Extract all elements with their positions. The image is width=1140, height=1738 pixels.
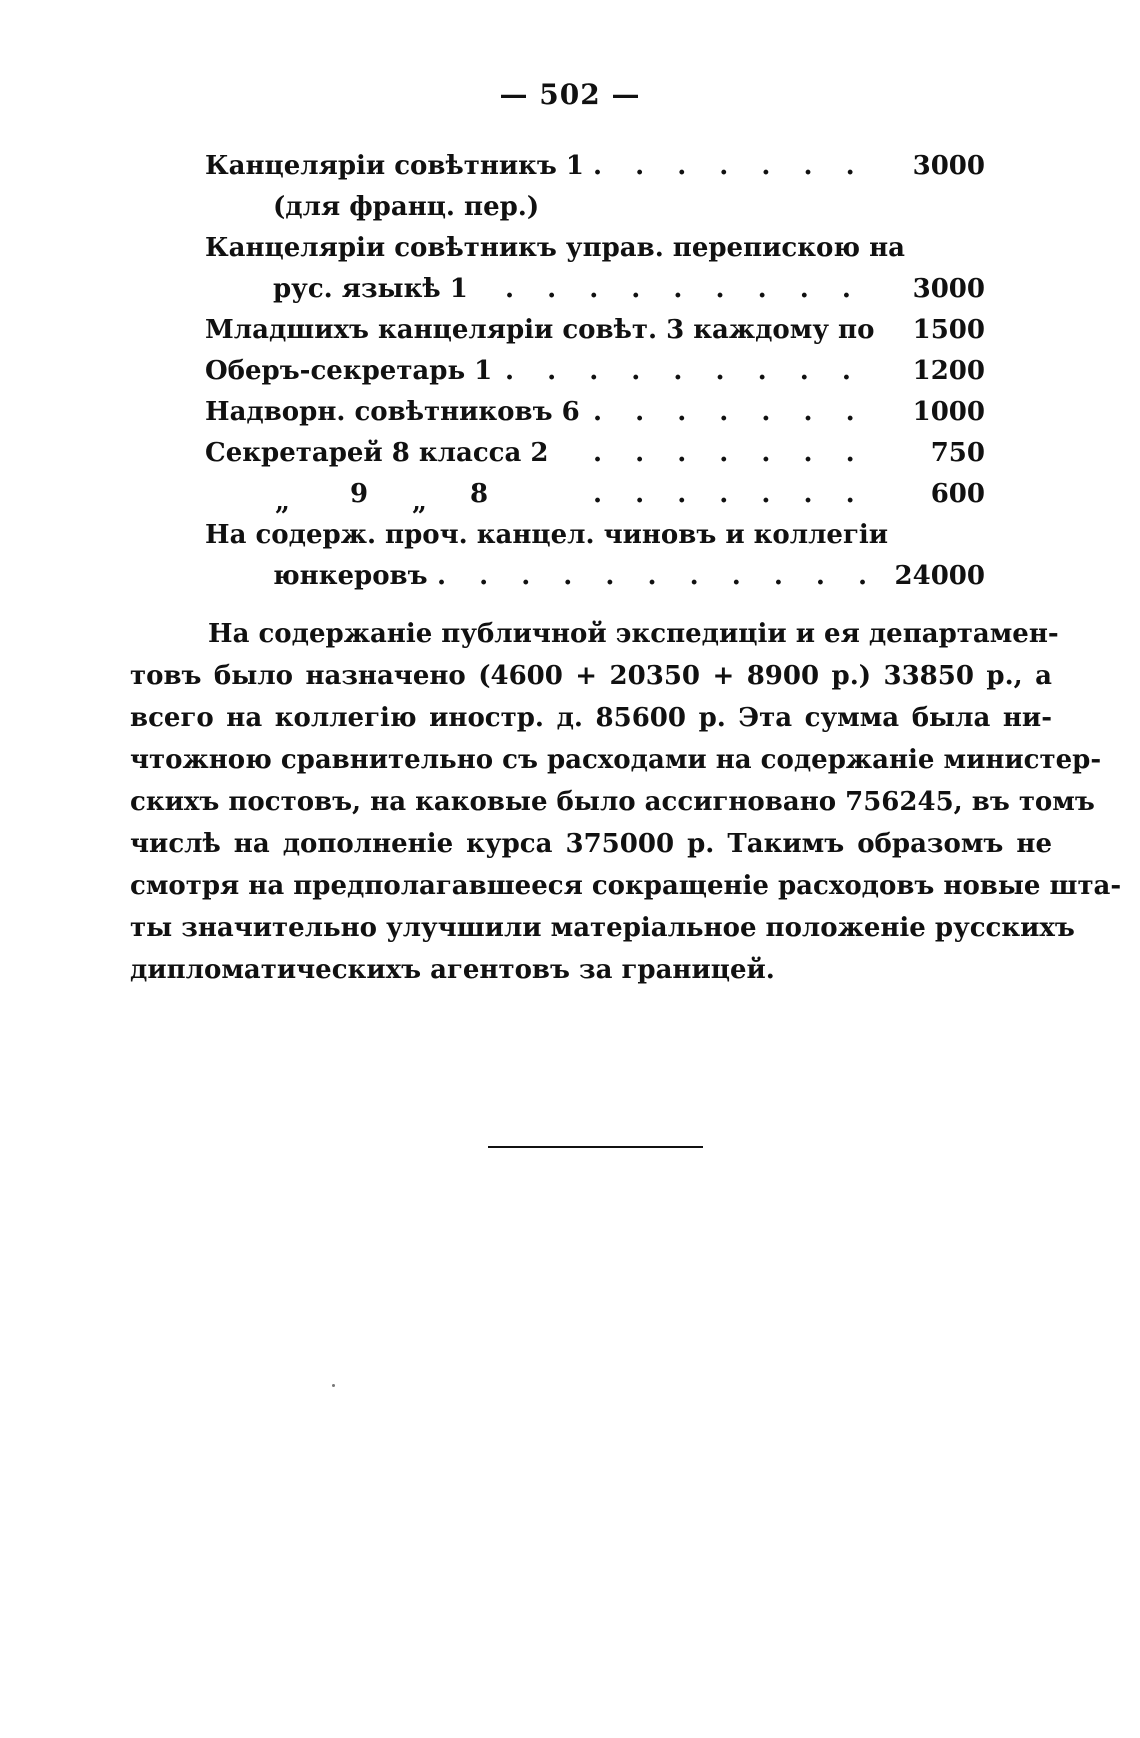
salary-table	[205, 146, 985, 597]
paragraph-line: чтожною сравнительно съ расходами на содержаніе министер-	[130, 745, 1102, 775]
paragraph-line: числѣ на дополненіе курса 375000 р. Такимъ образомъ не	[130, 829, 1052, 859]
row-amount: 750	[930, 438, 985, 468]
row-label: (для франц. пер.)	[273, 192, 540, 222]
body-paragraph	[130, 613, 1122, 991]
row-amount: 1200	[912, 356, 985, 386]
row-amount: 600	[930, 479, 985, 509]
print-speck	[332, 1384, 335, 1387]
page-number: — 502 —	[499, 78, 641, 111]
paragraph-line: дипломатическихъ агентовъ за границей.	[130, 955, 775, 985]
leader-dots: . . . . . . .	[593, 479, 867, 509]
row-label: юнкеровъ	[273, 561, 428, 591]
row-amount: 3000	[912, 274, 985, 304]
paragraph-line: скихъ постовъ, на каковые было ассигновано 756245, въ томъ	[130, 787, 1095, 817]
table-row	[205, 433, 985, 474]
class-number: 9	[350, 479, 369, 509]
table-row	[205, 474, 985, 515]
table-row	[205, 351, 985, 392]
table-row	[205, 515, 985, 556]
row-label: Секретарей 8 класса 2	[205, 438, 549, 468]
row-amount: 1500	[912, 315, 985, 345]
row-label: Надворн. совѣтниковъ 6	[205, 397, 580, 427]
leader-dots: . . . . . . .	[593, 438, 867, 468]
table-row	[205, 228, 985, 269]
ditto-mark: „	[412, 487, 427, 517]
leader-dots: . . . . . . . . . . .	[437, 561, 880, 591]
table-row	[205, 310, 985, 351]
table-row	[205, 269, 985, 310]
table-row	[205, 392, 985, 433]
paragraph-line: ты значительно улучшили матеріальное положеніе русскихъ	[130, 913, 1075, 943]
leader-dots: . . . . . . . . .	[505, 356, 863, 386]
row-label: рус. языкѣ 1	[273, 274, 468, 304]
row-label: Канцеляріи совѣтникъ управ. перепискою на	[205, 233, 905, 263]
row-label: Оберъ-секретарь 1	[205, 356, 493, 386]
paragraph-line: смотря на предполагавшееся сокращеніе расходовъ новые шта-	[130, 871, 1122, 901]
table-row	[205, 556, 985, 597]
row-count: 8	[470, 479, 489, 509]
row-label: На содерж. проч. канцел. чиновъ и коллегіи	[205, 520, 889, 550]
leader-dots: . . . . . . . . .	[505, 274, 863, 304]
paragraph-line: товъ было назначено (4600 + 20350 + 8900 р.) 33850 р., а	[130, 661, 1052, 691]
leader-dots: . . . . . . .	[593, 397, 867, 427]
row-amount: 1000	[912, 397, 985, 427]
row-amount: 24000	[894, 561, 985, 591]
row-label: Канцеляріи совѣтникъ 1	[205, 151, 585, 181]
row-label: Младшихъ канцеляріи совѣт. 3 каждому по	[205, 315, 875, 345]
table-row	[205, 187, 985, 228]
leader-dots: . . . . . . .	[593, 151, 867, 181]
ditto-mark: „	[275, 487, 290, 517]
row-amount: 3000	[912, 151, 985, 181]
section-divider	[488, 1146, 703, 1148]
paragraph-line: всего на коллегію иностр. д. 85600 р. Эта сумма была ни-	[130, 703, 1052, 733]
table-row	[205, 146, 985, 187]
paragraph-line: На содержаніе публичной экспедиціи и ея департамен-	[208, 619, 1059, 649]
